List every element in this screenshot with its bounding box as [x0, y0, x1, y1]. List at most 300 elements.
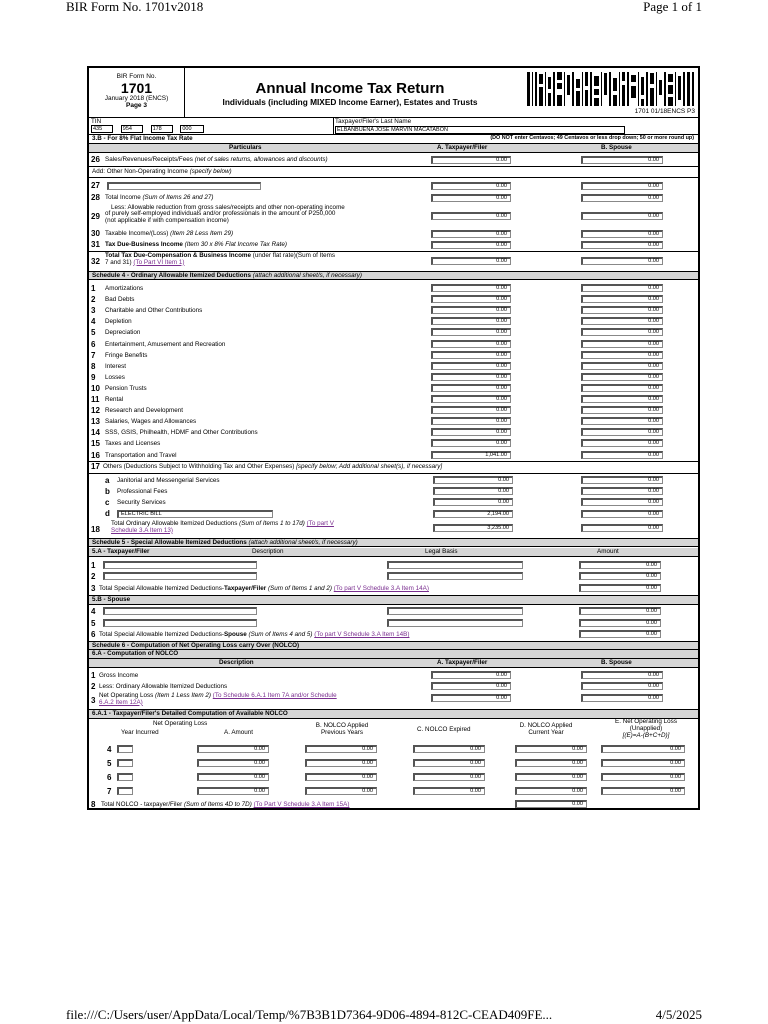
row-5-1-description-field[interactable]: [103, 561, 257, 569]
row-29-line-2: of purely self-employed individuals and/or professionals in the amount of P250,000: [105, 210, 336, 218]
row-5-3-amount-field[interactable]: 0.00: [579, 584, 661, 592]
nolco-row: [89, 772, 698, 783]
nolco-row-year-field[interactable]: [117, 759, 133, 767]
col-amount: A. Amount: [224, 729, 254, 736]
schedule-4-row: [89, 339, 698, 350]
row-28-label: Total Income: [105, 194, 141, 201]
form-subtitle: Individuals (including MIXED Income Earner), Estates and Trusts: [222, 97, 478, 107]
row-29-line-3: (not applicable if with compensation income): [105, 216, 229, 224]
row-31-number: 31: [91, 240, 100, 249]
row-28-note: (Sum of Items 26 and 27): [142, 194, 214, 201]
schedule-4-row-taxpayer-field[interactable]: 0.00: [431, 284, 511, 292]
nolco-row-number: 4: [107, 745, 112, 754]
schedule-4-row-spouse-field[interactable]: 0.00: [581, 284, 663, 292]
row-6a-1-label: Gross Income: [99, 672, 139, 679]
row-5-1: [89, 560, 698, 571]
schedule-6a-column-header: [89, 659, 698, 668]
row-6a-2-label: Less: Ordinary Allowable Itemized Deductions: [99, 683, 228, 690]
row-6a-2-spouse-field[interactable]: 0.00: [581, 682, 663, 690]
schedule-4-row-spouse-field[interactable]: 0.00: [581, 340, 663, 348]
schedule-4-row-spouse-field[interactable]: 0.00: [581, 295, 663, 303]
nolco-row: [89, 744, 698, 755]
row-5-4-amount-field[interactable]: 0.00: [579, 607, 661, 615]
schedule-4-row-number: 15: [91, 439, 100, 449]
col-amount: Amount: [597, 548, 619, 555]
row-18-number: 18: [91, 525, 100, 534]
row-6a-1-taxpayer-field[interactable]: 0.00: [431, 671, 511, 679]
nolco-row-amount-field[interactable]: 0.00: [197, 787, 269, 795]
row-17-number: 17: [91, 462, 100, 471]
row-6a-3: [89, 692, 698, 709]
row-6a-3-number: 3: [91, 696, 96, 705]
schedule-4-row-label: Entertainment, Amusement and Recreation: [105, 340, 226, 348]
row-5-1-legal-basis-field[interactable]: [387, 561, 523, 569]
schedule-4-other-row: [89, 486, 698, 497]
col-spouse: B. Spouse: [601, 144, 632, 151]
row-31-spouse-field[interactable]: 0.00: [581, 241, 663, 249]
schedule-4-row-taxpayer-field[interactable]: 0.00: [431, 351, 511, 359]
nolco-row-year-field[interactable]: [117, 773, 133, 781]
row-6a-2: [89, 681, 698, 692]
schedule-6-title-bar: [89, 641, 698, 650]
row-27-taxpayer-field[interactable]: 0.00: [431, 182, 511, 190]
row-31: [89, 239, 698, 250]
row-5-2-legal-basis-field[interactable]: [387, 572, 523, 580]
row-6a1-8-note: (Sum of Items 4D to 7D): [183, 801, 252, 808]
schedule-4-row-spouse-field[interactable]: 0.00: [581, 451, 663, 459]
schedule-4-row-number: 8: [91, 361, 96, 371]
schedule-4-row-label: Amortizations: [105, 285, 144, 292]
schedule-4-row-number: 3: [91, 306, 96, 316]
schedule-4-row-spouse-field[interactable]: 0.00: [581, 351, 663, 359]
tin-segment-1[interactable]: 435: [91, 125, 113, 133]
col-current-year: Current Year: [528, 728, 564, 736]
taxpayer-name-label: Taxpayer/Filer's Last Name: [335, 118, 412, 125]
nolco-row-amount-field[interactable]: 0.00: [197, 759, 269, 767]
nolco-table-header: [89, 719, 698, 743]
row-5-5: [89, 618, 698, 629]
schedule-4-row: [89, 283, 698, 294]
schedule-4-row-label: Depletion: [105, 318, 132, 326]
bir-form-1701-page3: [87, 66, 700, 810]
schedule-4-row: [89, 427, 698, 438]
col-taxpayer: A. Taxpayer/Filer: [437, 144, 488, 151]
row-5-3-number: 3: [91, 584, 96, 593]
row-26: [89, 154, 698, 165]
schedule-4-other-row-letter: c: [105, 498, 110, 507]
schedule-4-row: [89, 327, 698, 338]
schedule-4-row-taxpayer-field[interactable]: 0.00: [431, 373, 511, 381]
row-18: [89, 520, 698, 538]
row-32-link[interactable]: (To Part VI Item 1): [133, 258, 185, 266]
row-17d: [89, 508, 698, 519]
row-6a-3-link-2[interactable]: 6.A.2 Item 12A): [99, 698, 143, 706]
schedule-4-row: [89, 316, 698, 327]
nolco-row-unapplied-field[interactable]: 0.00: [601, 745, 685, 753]
row-27-spouse-field[interactable]: 0.00: [581, 182, 663, 190]
nolco-row-applied-previous-field[interactable]: 0.00: [305, 745, 377, 753]
schedule-4-row-taxpayer-field[interactable]: 0.00: [431, 295, 511, 303]
row-30-label: Taxable Income/(Loss): [105, 230, 169, 237]
row-6a-2-taxpayer-field[interactable]: 0.00: [431, 682, 511, 690]
nolco-row-year-field[interactable]: [117, 745, 133, 753]
schedule-4-row-taxpayer-field[interactable]: 0.00: [431, 428, 511, 436]
schedule-4-row-number: 13: [91, 417, 100, 427]
row-5-3-note: (Sum of Items 1 and 2): [267, 585, 332, 592]
schedule-4-row-spouse-field[interactable]: 0.00: [581, 395, 663, 403]
schedule-4-row: [89, 305, 698, 316]
row-26-taxpayer-field[interactable]: 0.00: [431, 156, 511, 164]
schedule-4-row-label: Bad Debts: [105, 296, 135, 304]
row-6a1-8-number: 8: [91, 800, 96, 809]
row-18-link-2[interactable]: Schedule 3.A Item 13): [111, 526, 173, 534]
row-5-5-description-field[interactable]: [103, 619, 257, 627]
schedule-4-row-taxpayer-field[interactable]: 0.00: [431, 406, 511, 414]
nolco-row-applied-previous-field[interactable]: 0.00: [305, 773, 377, 781]
schedule-4-row-taxpayer-field[interactable]: 0.00: [431, 384, 511, 392]
row-31-note: (Item 30 x 8% Flat Income Tax Rate): [184, 241, 287, 248]
schedule-4-row-spouse-field[interactable]: 0.00: [581, 439, 663, 447]
schedule-5a-header: [89, 548, 698, 557]
row-31-label: Tax Due-Business Income: [105, 241, 183, 248]
tin-segment-4[interactable]: 000: [180, 125, 204, 133]
nolco-row-expired-field[interactable]: 0.00: [413, 745, 485, 753]
divider: [89, 177, 698, 178]
schedule-4-row: [89, 405, 698, 416]
row-5-1-number: 1: [91, 561, 96, 570]
schedule-4-row-taxpayer-field[interactable]: 0.00: [431, 417, 511, 425]
schedule-4-row: [89, 294, 698, 305]
row-5-5-amount-field[interactable]: 0.00: [579, 619, 661, 627]
row-17d-letter: d: [105, 509, 110, 518]
col-legal-basis: Legal Basis: [425, 548, 458, 555]
row-5-4-legal-basis-field[interactable]: [387, 607, 523, 615]
row-5-2-description-field[interactable]: [103, 572, 257, 580]
row-5-2-amount-field[interactable]: 0.00: [579, 572, 661, 580]
row-18-link[interactable]: (To part V: [306, 520, 334, 527]
schedule-4-other-row: [89, 475, 698, 486]
schedule-4-row-number: 10: [91, 383, 100, 393]
row-32-text: (under flat rate)(Sum of Items: [252, 252, 336, 259]
schedule-4-row-taxpayer-field[interactable]: 0.00: [431, 340, 511, 348]
row-32-number: 32: [91, 257, 100, 266]
row-28-number: 28: [91, 193, 100, 202]
nolco-row-expired-field[interactable]: 0.00: [413, 773, 485, 781]
nolco-row: [89, 786, 698, 797]
nolco-row-applied-current-field[interactable]: 0.00: [515, 787, 587, 795]
schedule-4-row-spouse-field[interactable]: 0.00: [581, 317, 663, 325]
section-3b-column-header: [89, 144, 698, 153]
schedule-4-row-spouse-field[interactable]: 0.00: [581, 328, 663, 336]
col-net-operating-loss: Net Operating Loss: [153, 720, 208, 727]
row-31-taxpayer-field[interactable]: 0.00: [431, 241, 511, 249]
row-6a-1: [89, 670, 698, 681]
row-5-4-description-field[interactable]: [103, 607, 257, 615]
schedule-4-row: [89, 450, 698, 461]
schedule-4-row-taxpayer-field[interactable]: 0.00: [431, 328, 511, 336]
row-26-note: (net of sales returns, allowances and discounts): [194, 156, 328, 163]
row-32: [89, 252, 698, 271]
schedule-5-note: (attach additional sheet/s, if necessary): [248, 539, 358, 546]
form-page: Page 3: [126, 102, 147, 109]
row-30-taxpayer-field[interactable]: 0.00: [431, 230, 511, 238]
row-29-spouse-field[interactable]: 0.00: [581, 212, 663, 220]
schedule-4-title-bar: [89, 271, 698, 280]
row-29-number: 29: [91, 212, 100, 221]
nolco-row-expired-field[interactable]: 0.00: [413, 787, 485, 795]
schedule-4-row: [89, 416, 698, 427]
form-number: 1701: [120, 79, 153, 96]
row-30-note: (Item 28 Less Item 29): [170, 230, 234, 237]
schedule-4-row-number: 12: [91, 406, 100, 416]
schedule-4-row-label: Charitable and Other Contributions: [105, 307, 203, 315]
row-5-6-link[interactable]: (To part V Schedule 3.A Item 14B): [314, 631, 410, 638]
schedule-4-row-taxpayer-field[interactable]: 0.00: [431, 306, 511, 314]
row-5-6-note: (Sum of Items 4 and 5): [248, 631, 313, 638]
form-number-label: BIR Form No.: [116, 73, 157, 80]
row-5-6: [89, 629, 698, 640]
row-30-spouse-field[interactable]: 0.00: [581, 230, 663, 238]
row-17d-spouse-field[interactable]: 0.00: [581, 510, 663, 518]
row-5-3-label: Total Special Allowable Itemized Deductions-: [99, 585, 224, 592]
schedule-4-row-number: 5: [91, 328, 96, 338]
nolco-row-applied-previous-field[interactable]: 0.00: [305, 787, 377, 795]
print-header: [66, 0, 702, 14]
schedule-4-row-number: 2: [91, 295, 96, 305]
nolco-row: [89, 758, 698, 769]
nolco-row-number: 6: [107, 773, 112, 782]
row-5-2-number: 2: [91, 572, 96, 581]
schedule-4-row-spouse-field[interactable]: 0.00: [581, 306, 663, 314]
col-nolco-expired: C. NOLCO Expired: [417, 726, 471, 733]
row-17d-taxpayer-field[interactable]: 2,194.00: [433, 510, 513, 518]
schedule-4-other-row-spouse-field[interactable]: 0.00: [581, 487, 663, 495]
print-file-path: file:///C:/Users/user/AppData/Local/Temp/%7B3B1D7364-9D06-4894-812C-CEAD409FE...: [66, 1008, 553, 1022]
row-27-description-field[interactable]: [107, 182, 261, 190]
print-page-number: Page 1 of 1: [643, 0, 702, 14]
tin-segment-3[interactable]: 178: [151, 125, 173, 133]
row-6a1-8-link[interactable]: (To Part V Schedule 3.A Item 15A): [253, 801, 350, 808]
row-32-taxpayer-field[interactable]: 0.00: [431, 257, 511, 265]
tin-segments: [91, 125, 204, 133]
schedule-4-row-number: 16: [91, 450, 100, 460]
schedule-4-other-row-spouse-field[interactable]: 0.00: [581, 476, 663, 484]
row-29-taxpayer-field[interactable]: 0.00: [431, 212, 511, 220]
nolco-row-number: 5: [107, 759, 112, 768]
row-18-note: (Sum of Items 1 to 17d): [239, 520, 305, 527]
schedule-4-other-row-taxpayer-field[interactable]: 0.00: [433, 487, 513, 495]
row-5-5-legal-basis-field[interactable]: [387, 619, 523, 627]
schedule-4-row-taxpayer-field[interactable]: 0.00: [431, 439, 511, 447]
nolco-row-amount-field[interactable]: 0.00: [197, 773, 269, 781]
schedule-4-row-label: Interest: [105, 362, 126, 370]
col-formula: [(E)=A-(B+C+D)]: [622, 731, 670, 739]
col-net-operating-loss-unapplied: E. Net Operating Loss: [615, 718, 677, 725]
schedule-4-other-row: [89, 497, 698, 508]
row-28-taxpayer-field[interactable]: 0.00: [431, 194, 511, 202]
schedule-4-row-spouse-field[interactable]: 0.00: [581, 384, 663, 392]
schedule-4-row-taxpayer-field[interactable]: 0.00: [431, 317, 511, 325]
col-description: Description: [252, 548, 284, 555]
nolco-row-applied-current-field[interactable]: 0.00: [515, 745, 587, 753]
row-17-label: Others (Deductions Subject to Withholding Tax and Other Expenses): [103, 463, 295, 470]
col-year-incurred: Year Incurred: [121, 729, 159, 736]
row-6a1-8-label: Total NOLCO - taxpayer/Filer: [101, 801, 183, 808]
schedule-5-title-bar: [89, 538, 698, 547]
row-6a-1-number: 1: [91, 671, 96, 680]
row-26-number: 26: [91, 155, 100, 164]
row-18-spouse-field[interactable]: 0.00: [581, 524, 663, 532]
form-version: January 2018 (ENCS): [104, 94, 169, 102]
row-6a-2-number: 2: [91, 682, 96, 691]
tin-segment-2[interactable]: 954: [121, 125, 143, 133]
row-5-3: [89, 583, 698, 594]
row-5-4-number: 4: [91, 607, 96, 616]
schedule-4-row-number: 4: [91, 317, 96, 327]
barcode-image: [525, 71, 695, 107]
col-taxpayer: A. Taxpayer/Filer: [437, 659, 488, 666]
schedule-4-row-number: 14: [91, 428, 100, 438]
schedule-5a-title: 5.A - Taxpayer/Filer: [92, 548, 150, 555]
tin-row: [89, 118, 698, 135]
row-30-number: 30: [91, 229, 100, 238]
schedule-4-row: [89, 394, 698, 405]
row-17: [89, 462, 698, 472]
schedule-4-other-row-spouse-field[interactable]: 0.00: [581, 498, 663, 506]
row-28: [89, 192, 698, 203]
schedule-4-row-number: 1: [91, 284, 96, 293]
schedule-4-row-taxpayer-field[interactable]: 0.00: [431, 362, 511, 370]
schedule-4-row-number: 7: [91, 350, 96, 360]
add-other-income-label: Add: Other Non-Operating Income: [92, 168, 188, 175]
schedule-4-title: Schedule 4 - Ordinary Allowable Itemized Deductions: [92, 272, 251, 279]
row-add-other-income: [89, 167, 698, 177]
row-27: [89, 180, 698, 191]
schedule-4-other-row-taxpayer-field[interactable]: 0.00: [433, 498, 513, 506]
row-32-spouse-field[interactable]: 0.00: [581, 257, 663, 265]
form-header: [89, 68, 698, 118]
schedule-4-row-label: Losses: [105, 373, 125, 381]
schedule-4-row-label: Depreciation: [105, 329, 141, 337]
schedule-4-row-number: 11: [91, 395, 100, 404]
row-5-1-amount-field[interactable]: 0.00: [579, 561, 661, 569]
schedule-4-other-row-taxpayer-field[interactable]: 0.00: [433, 476, 513, 484]
form-title-block: [185, 68, 515, 107]
schedule-4-row-label: Taxes and Licenses: [105, 440, 161, 448]
schedule-4-other-row-letter: a: [105, 476, 110, 485]
nolco-row-unapplied-field[interactable]: 0.00: [601, 787, 685, 795]
nolco-row-amount-field[interactable]: 0.00: [197, 745, 269, 753]
nolco-row-unapplied-field[interactable]: 0.00: [601, 773, 685, 781]
schedule-6a-title-bar: [89, 650, 698, 659]
row-5-6-label-bold: Spouse: [223, 631, 247, 638]
barcode-code: 1701 01/18ENCS P3: [634, 108, 695, 115]
row-6a-3-spouse-field[interactable]: 0.00: [581, 694, 663, 702]
schedule-6-title: Schedule 6 - Computation of Net Operating Loss carry Over (NOLCO): [92, 642, 300, 649]
row-28-spouse-field[interactable]: 0.00: [581, 194, 663, 202]
col-unapplied: (Unapplied): [629, 724, 663, 732]
schedule-4-row: [89, 383, 698, 394]
nolco-row-applied-current-field[interactable]: 0.00: [515, 773, 587, 781]
row-5-6-amount-field[interactable]: 0.00: [579, 630, 661, 638]
row-6a-1-spouse-field[interactable]: 0.00: [581, 671, 663, 679]
schedule-4-row-label: Salaries, Wages and Allowances: [105, 418, 197, 426]
tin-divider: [333, 118, 334, 134]
divider: [89, 473, 698, 474]
row-6a-3-link[interactable]: (To Schedule 6.A.1 Item 7A and/or Schedule: [212, 692, 337, 699]
schedule-4-row-label: Transportation and Travel: [105, 451, 177, 459]
row-18-taxpayer-field[interactable]: 3,235.00: [433, 524, 513, 532]
nolco-row-unapplied-field[interactable]: 0.00: [601, 759, 685, 767]
row-17d-description-field[interactable]: ELECTRIC BILL: [117, 510, 273, 518]
col-spouse: B. Spouse: [601, 659, 632, 666]
row-6a-3-taxpayer-field[interactable]: 0.00: [431, 694, 511, 702]
row-30: [89, 228, 698, 239]
schedule-6a1-title-bar: [89, 709, 698, 719]
schedule-4-row-spouse-field[interactable]: 0.00: [581, 362, 663, 370]
row-6a1-8: [89, 799, 698, 810]
nolco-row-expired-field[interactable]: 0.00: [413, 759, 485, 767]
schedule-4-other-row-label: Janitorial and Messengerial Services: [117, 477, 220, 484]
row-32-label: Total Tax Due-Compensation & Business Income: [105, 252, 252, 259]
row-17-note: [specify below; Add additional sheet(s), if necessary]: [296, 463, 443, 470]
form-title: Annual Income Tax Return: [255, 80, 445, 97]
schedule-4-row: [89, 438, 698, 449]
schedule-4-row-label: Research and Development: [105, 407, 184, 415]
print-footer: [66, 1008, 702, 1022]
schedule-4-row-spouse-field[interactable]: 0.00: [581, 373, 663, 381]
row-26-label: Sales/Revenues/Receipts/Fees: [105, 156, 193, 163]
row-29-line-1: Less: Allowable reduction from gross sales/receipts and other non-operating income: [111, 204, 345, 211]
schedule-4-row-spouse-field[interactable]: 0.00: [581, 406, 663, 414]
schedule-4-row-spouse-field[interactable]: 0.00: [581, 428, 663, 436]
section-3b-note: (DO NOT enter Centavos; 49 Centavos or less drop down; 50 or more round up): [490, 135, 694, 141]
schedule-4-other-row-label: Professional Fees: [117, 488, 168, 495]
row-5-2: [89, 571, 698, 582]
schedule-4-row-label: Rental: [105, 396, 124, 403]
schedule-4-other-row-letter: b: [105, 487, 110, 496]
schedule-6a1-title: 6.A.1 - Taxpayer/Filer's Detailed Computation of Available NOLCO: [92, 710, 288, 717]
nolco-row-number: 7: [107, 787, 112, 796]
schedule-4-row: [89, 350, 698, 361]
taxpayer-name-field[interactable]: ELBANBUENA JOSE MARVIN MACATABON: [335, 126, 625, 134]
row-29: [89, 204, 698, 228]
col-nolco-applied: B. NOLCO Applied: [315, 722, 369, 729]
schedule-4-row-taxpayer-field[interactable]: 1,041.00: [431, 451, 511, 459]
nolco-row-year-field[interactable]: [117, 787, 133, 795]
row-6a1-8-amount-field[interactable]: 0.00: [515, 800, 587, 808]
schedule-5b-title: 5.B - Spouse: [92, 596, 131, 603]
row-26-spouse-field[interactable]: 0.00: [581, 156, 663, 164]
col-particulars: Particulars: [229, 144, 262, 151]
row-5-3-link[interactable]: (To part V Schedule 3.A Item 14A): [333, 585, 429, 592]
section-3b-title: 3.B - For 8% Flat Income Tax Rate: [92, 135, 193, 142]
row-32-text-2: 7 and 31): [105, 258, 132, 266]
nolco-row-applied-previous-field[interactable]: 0.00: [305, 759, 377, 767]
schedule-4-row-spouse-field[interactable]: 0.00: [581, 417, 663, 425]
col-previous-years: Previous Years: [320, 728, 363, 736]
schedule-4-row: [89, 372, 698, 383]
schedule-4-row-number: 9: [91, 372, 96, 382]
col-description: Description: [219, 659, 254, 666]
nolco-row-applied-current-field[interactable]: 0.00: [515, 759, 587, 767]
schedule-5b-header: [89, 595, 698, 605]
add-other-income-note: (specify below): [189, 168, 232, 175]
row-6a-3-note: (Item 1 Less Item 2): [155, 692, 212, 699]
schedule-4-row-label: Fringe Benefits: [105, 351, 148, 359]
row-5-4: [89, 606, 698, 617]
schedule-4-row-taxpayer-field[interactable]: 0.00: [431, 395, 511, 403]
